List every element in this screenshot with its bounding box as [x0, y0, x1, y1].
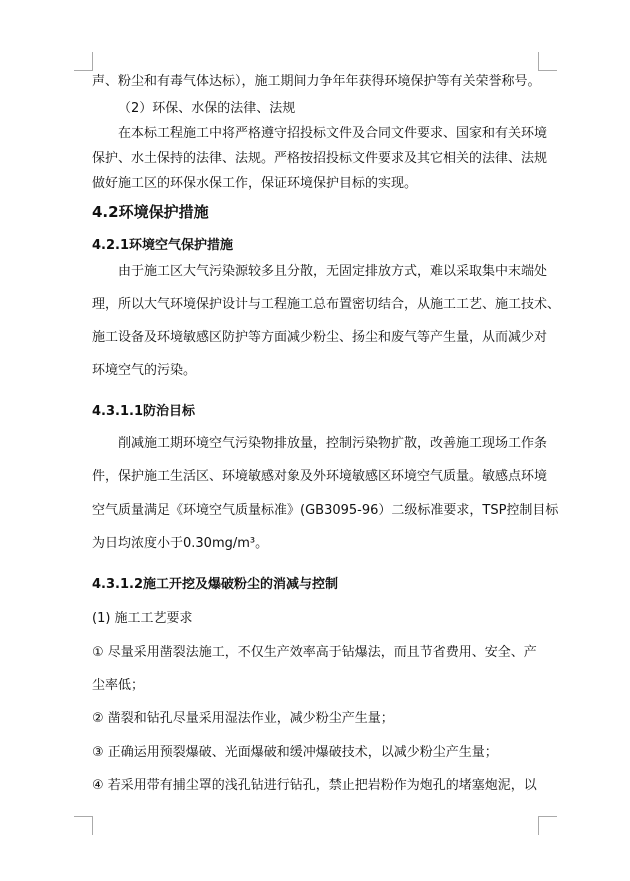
paragraph-line: 由于施工区大气污染源较多且分散，无固定排放方式，难以采取集中末端处: [118, 264, 548, 279]
paragraph-line: 在本标工程施工中将严格遵守招投标文件及合同文件要求、国家和有关环境: [118, 126, 548, 141]
list-item: ② 凿裂和钻孔尽量采用湿法作业，减少粉尘产生量；: [92, 711, 394, 726]
paragraph-line: 保护、水土保持的法律、法规。严格按招投标文件要求及其它相关的法律、法规: [92, 151, 548, 166]
paragraph-line: 空气质量满足《环境空气质量标准》(GB3095-96）二级标准要求，TSP控制目标: [92, 503, 559, 518]
paragraph-line: 环境空气的污染。: [92, 363, 197, 378]
list-item: ④ 若采用带有捕尘罩的浅孔钻进行钻孔，禁止把岩粉作为炮孔的堵塞炮泥，以: [92, 778, 537, 793]
paragraph-line: 件，保护施工生活区、环境敏感对象及外环境敏感区环境空气质量。敏感点环境: [92, 469, 548, 484]
corner-mark-bottom-right: [538, 816, 557, 835]
list-item: （2）环保、水保的法律、法规: [118, 101, 296, 116]
paragraph-line: 尘率低；: [92, 678, 145, 693]
corner-mark-top-left: [74, 52, 93, 71]
list-item: ③ 正确运用预裂爆破、光面爆破和缓冲爆破技术，以减少粉尘产生量；: [92, 745, 498, 760]
list-item: ① 尽量采用凿裂法施工，不仅生产效率高于钻爆法，而且节省费用、安全、产: [92, 645, 537, 660]
subsection-heading: 4.3.1.1防治目标: [92, 404, 195, 419]
corner-mark-bottom-left: [74, 816, 93, 835]
corner-mark-top-right: [538, 52, 557, 71]
paragraph-line: 削减施工期环境空气污染物排放量，控制污染物扩散，改善施工现场工作条: [118, 436, 548, 451]
paragraph-line: 声、粉尘和有毒气体达标），施工期间力争年年获得环境保护等有关荣誉称号。: [92, 74, 541, 89]
paragraph-line: 理，所以大气环境保护设计与工程施工总布置密切结合，从施工工艺、施工技术、: [92, 297, 561, 312]
subsection-heading: 4.2.1环境空气保护措施: [92, 238, 234, 253]
paragraph-line: 为日均浓度小于0.30mg/m³。: [92, 536, 269, 551]
paragraph-line: 施工设备及环境敏感区防护等方面减少粉尘、扬尘和废气等产生量，从而减少对: [92, 330, 548, 345]
section-heading: 4.2环境保护措施: [92, 203, 209, 221]
paragraph-line: 做好施工区的环保水保工作，保证环境保护目标的实现。: [92, 176, 418, 191]
list-item: (1) 施工工艺要求: [92, 611, 193, 626]
subsection-heading: 4.3.1.2施工开挖及爆破粉尘的消减与控制: [92, 577, 338, 592]
